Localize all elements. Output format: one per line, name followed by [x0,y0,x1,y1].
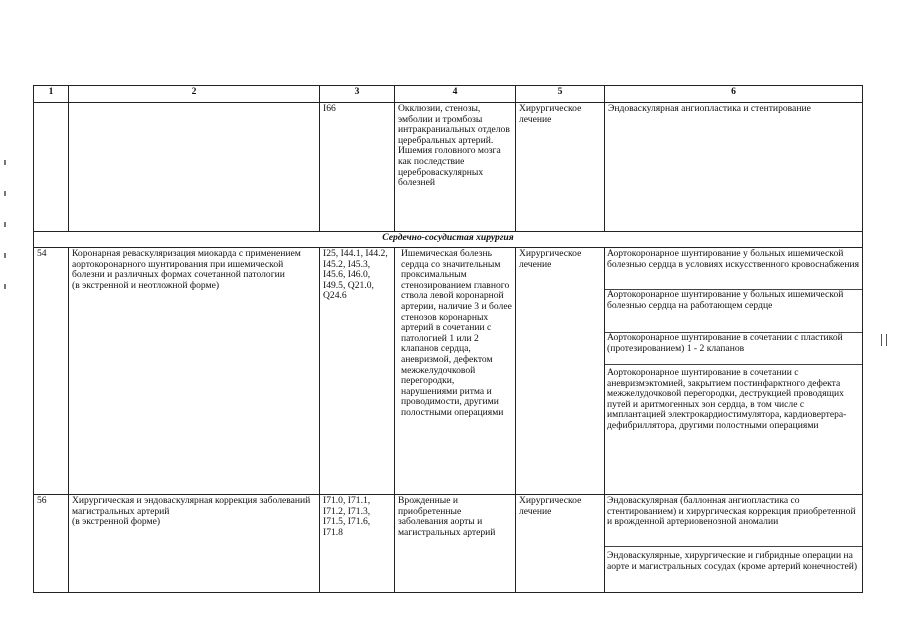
medical-care-table [33,85,863,593]
scan-edge-marks [4,160,8,315]
table-row-continued [34,103,863,232]
row-number: 56 [34,495,69,593]
row-treatment: Хирургическое лечение [516,495,605,593]
section-row [34,232,863,248]
table-row-56 [34,495,863,593]
table-row-54 [34,248,863,495]
row-name-text: Хирургическая и эндоваскулярная коррекция заболеваний магистральных артерий [72,495,311,517]
row-name-note: (в экстренной и неотложной форме) [72,279,220,291]
row-name [69,495,320,593]
row-methods [605,248,863,495]
row-diagnosis: Ишемическая болезнь сердца со значительным проксимальным стенозированием главного ствола левой коронарной артерии, наличие 3 и более стенозов коронарных артерий в сочетании с патологией 1 или 2 клапанов сердца, аневризмой, дефектом межжелудочковой перегородки, нарушениями ритма и проводимости, другими полостными операциями [395,248,516,495]
row-number: 54 [34,248,69,495]
header-col-2: 2 [69,86,320,103]
header-col-5: 5 [516,86,605,103]
method-item: Эндоваскулярные, хирургические и гибридные операции на аорте и магистральных сосудах (кроме артерий конечностей) [607,550,858,572]
row-methods [605,495,863,593]
row-diagnosis: Врожденные и приобретенные заболевания аорты и магистральных артерий [395,495,516,593]
row-number [34,103,69,232]
header-col-6: 6 [605,86,863,103]
row-method: Эндоваскулярная ангиопластика и стентирование [605,103,863,232]
header-col-4: 4 [395,86,516,103]
row-codes: I66 [320,103,395,232]
row-name [69,103,320,232]
header-col-1: 1 [34,86,69,103]
section-title: Сердечно-сосудистая хирургия [34,232,863,248]
row-codes: I25, I44.1, I44.2, I45.2, I45.3, I45.6, I46.0, I49.5, Q21.0, Q24.6 [320,248,395,495]
header-col-3: 3 [320,86,395,103]
row-codes: I71.0, I71.1, I71.2, I71.3, I71.5, I71.6, I71.8 [320,495,395,593]
row-name [69,248,320,495]
row-diagnosis: Окклюзии, стенозы, эмболии и тромбозы интракраниальных отделов церебральных артерий. Ишемия головного мозга как последствие цереброваскулярных болезней [395,103,516,232]
row-treatment: Хирургическое лечение [516,248,605,495]
method-item: Аортокоронарное шунтирование у больных ишемической болезнью сердца на работающем сердце [605,290,862,333]
scan-side-mark [881,334,887,346]
row-name-text: Коронарная реваскуляризация миокарда с применением аортокоронарного шунтирования при ишемической болезни и различных формах сочетанной патологии [72,248,301,281]
row-treatment: Хирургическое лечение [516,103,605,232]
row-name-note: (в экстренной форме) [72,516,161,528]
method-item: Аортокоронарное шунтирование в сочетании с пластикой (протезированием) 1 - 2 клапанов [605,333,862,365]
method-item: Эндоваскулярная (баллонная ангиопластика со стентированием) и хирургическая коррекция приобретенной и врожденной артериовенозной аномалии [605,496,862,547]
header-row [34,86,863,103]
method-item: Аортокоронарное шунтирование в сочетании с аневризмэктомией, закрытием постинфарктного дефекта межжелудочковой перегородки, деструкцией проводящих путей и аритмогенных зон сердца, в том числе с имплантацией электрокардиостимулятора, кардиовертера-дефибриллятора, другими полостными операциями [607,367,847,431]
method-item: Аортокоронарное шунтирование у больных ишемической болезнью сердца в условиях искусственного кровоснабжения [605,249,862,290]
